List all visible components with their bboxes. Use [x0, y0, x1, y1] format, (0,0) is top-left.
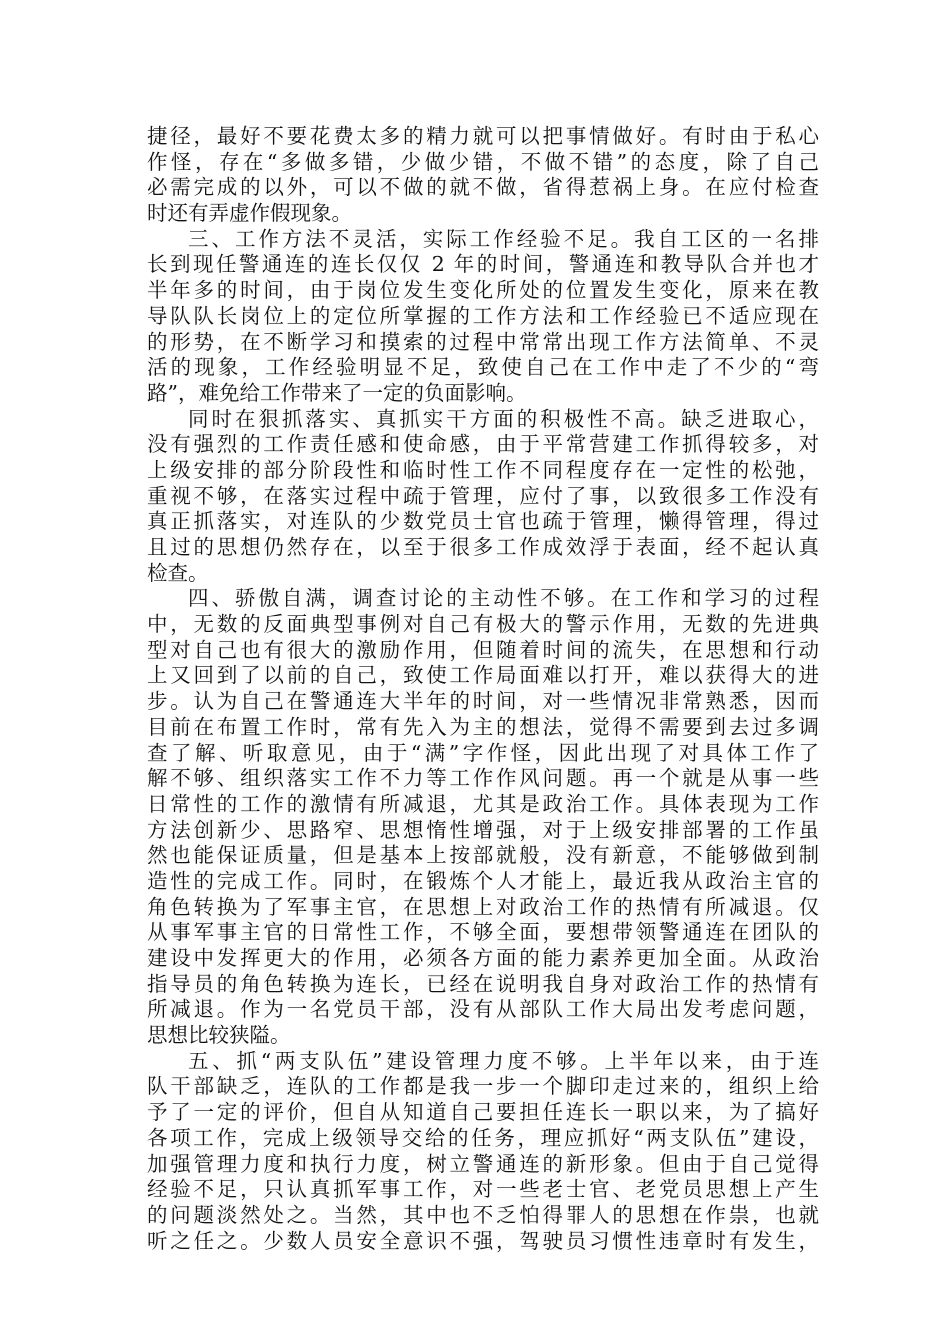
text-line: 上级安排的部分阶段性和临时性工作不同程度存在一定性的松弛， [147, 457, 819, 482]
text-line: 的问题淡然处之。当然，其中也不乏怕得罪人的思想在作祟，也就 [147, 1202, 819, 1227]
text-line: 型对自己也有很大的激励作用，但随着时间的流失，在思想和行动 [147, 637, 819, 662]
text-line: 查了解、听取意见，由于“满”字作怪，因此出现了对具体工作了 [147, 740, 819, 765]
text-line: 思想比较狭隘。 [147, 1023, 291, 1048]
text-line: 路”，难免给工作带来了一定的负面影响。 [147, 380, 527, 405]
text-line: 造性的完成工作。同时，在锻炼个人才能上，最近我从政治主官的 [147, 868, 819, 893]
text-line: 活的现象，工作经验明显不足，致使自己在工作中走了不少的“弯 [147, 355, 819, 380]
text-line: 时还有弄虚作假现象。 [147, 201, 352, 226]
text-line: 所减退。作为一名党员干部，没有从部队工作大局出发考虑问题， [147, 997, 819, 1022]
text-line: 三、工作方法不灵活，实际工作经验不足。我自工区的一名排 [188, 226, 819, 251]
text-line: 没有强烈的工作责任感和使命感，由于平常营建工作抓得较多，对 [147, 432, 819, 457]
text-line: 方法创新少、思路窄、思想惰性增强，对于上级安排部署的工作虽 [147, 817, 819, 842]
text-line: 加强管理力度和执行力度，树立警通连的新形象。但由于自己觉得 [147, 1151, 819, 1176]
text-line: 队干部缺乏，连队的工作都是我一步一个脚印走过来的，组织上给 [147, 1074, 819, 1099]
text-line: 且过的思想仍然存在，以至于很多工作成效浮于表面，经不起认真 [147, 535, 819, 559]
text-line: 步。认为自己在警通连大半年的时间，对一些情况非常熟悉，因而 [147, 689, 819, 714]
text-line: 解不够、组织落实工作不力等工作作风问题。再一个就是从事一些 [147, 766, 819, 791]
text-line: 目前在布置工作时，常有先入为主的想法，觉得不需要到去过多调 [147, 714, 819, 739]
text-line: 五、抓“两支队伍”建设管理力度不够。上半年以来，由于连 [188, 1048, 819, 1073]
text-line: 上又回到了以前的自己，致使工作局面难以打开，难以获得大的进 [147, 663, 819, 688]
text-line: 必需完成的以外，可以不做的就不做，省得惹祸上身。在应付检查 [147, 175, 819, 200]
text-line: 听之任之。少数人员安全意识不强，驾驶员习惯性违章时有发生， [147, 1228, 819, 1253]
text-line: 经验不足，只认真抓军事工作，对一些老士官、老党员思想上产生 [147, 1177, 819, 1202]
text-line: 同时在狠抓落实、真抓实干方面的积极性不高。缺乏进取心， [188, 406, 819, 431]
text-line: 真正抓落实，对连队的少数党员士官也疏于管理，懒得管理，得过 [147, 509, 819, 534]
text-line: 日常性的工作的激情有所减退，尤其是政治工作。具体表现为工作 [147, 791, 819, 816]
text-line: 导队队长岗位上的定位所掌握的工作方法和工作经验已不适应现在 [147, 303, 819, 328]
text-line: 的形势，在不断学习和摸索的过程中常常出现工作方法简单、不灵 [147, 329, 819, 354]
text-line: 指导员的角色转换为连长，已经在说明我自身对政治工作的热情有 [147, 971, 819, 996]
text-line: 予了一定的评价，但自从知道自己要担任连长一职以来，为了搞好 [147, 1100, 819, 1125]
text-line: 四、骄傲自满，调查讨论的主动性不够。在工作和学习的过程 [188, 586, 819, 611]
document-body [147, 124, 819, 1254]
text-line: 检查。 [147, 560, 209, 585]
text-line: 从事军事主官的日常性工作，不够全面，要想带领警通连在团队的 [147, 920, 819, 945]
text-line: 重视不够，在落实过程中疏于管理，应付了事，以致很多工作没有 [147, 483, 819, 508]
text-line: 长到现任警通连的连长仅仅 2 年的时间，警通连和教导队合并也才 [147, 252, 819, 277]
text-line: 中，无数的反面典型事例对自己有极大的警示作用，无数的先进典 [147, 612, 819, 637]
text-line: 建设中发挥更大的作用，必须各方面的能力素养更加全面。从政治 [147, 946, 819, 970]
text-line: 各项工作，完成上级领导交给的任务，理应抓好“两支队伍”建设， [147, 1125, 819, 1150]
text-line: 捷径，最好不要花费太多的精力就可以把事情做好。有时由于私心 [147, 124, 819, 148]
text-line: 半年多的时间，由于岗位发生变化所处的位置发生变化，原来在教 [147, 278, 819, 303]
text-line: 作怪，存在“多做多错，少做少错，不做不错”的态度，除了自己 [147, 149, 819, 174]
text-line: 角色转换为了军事主官，在思想上对政治工作的热情有所减退。仅 [147, 894, 819, 919]
text-line: 然也能保证质量，但是基本上按部就般，没有新意，不能够做到制 [147, 843, 819, 868]
